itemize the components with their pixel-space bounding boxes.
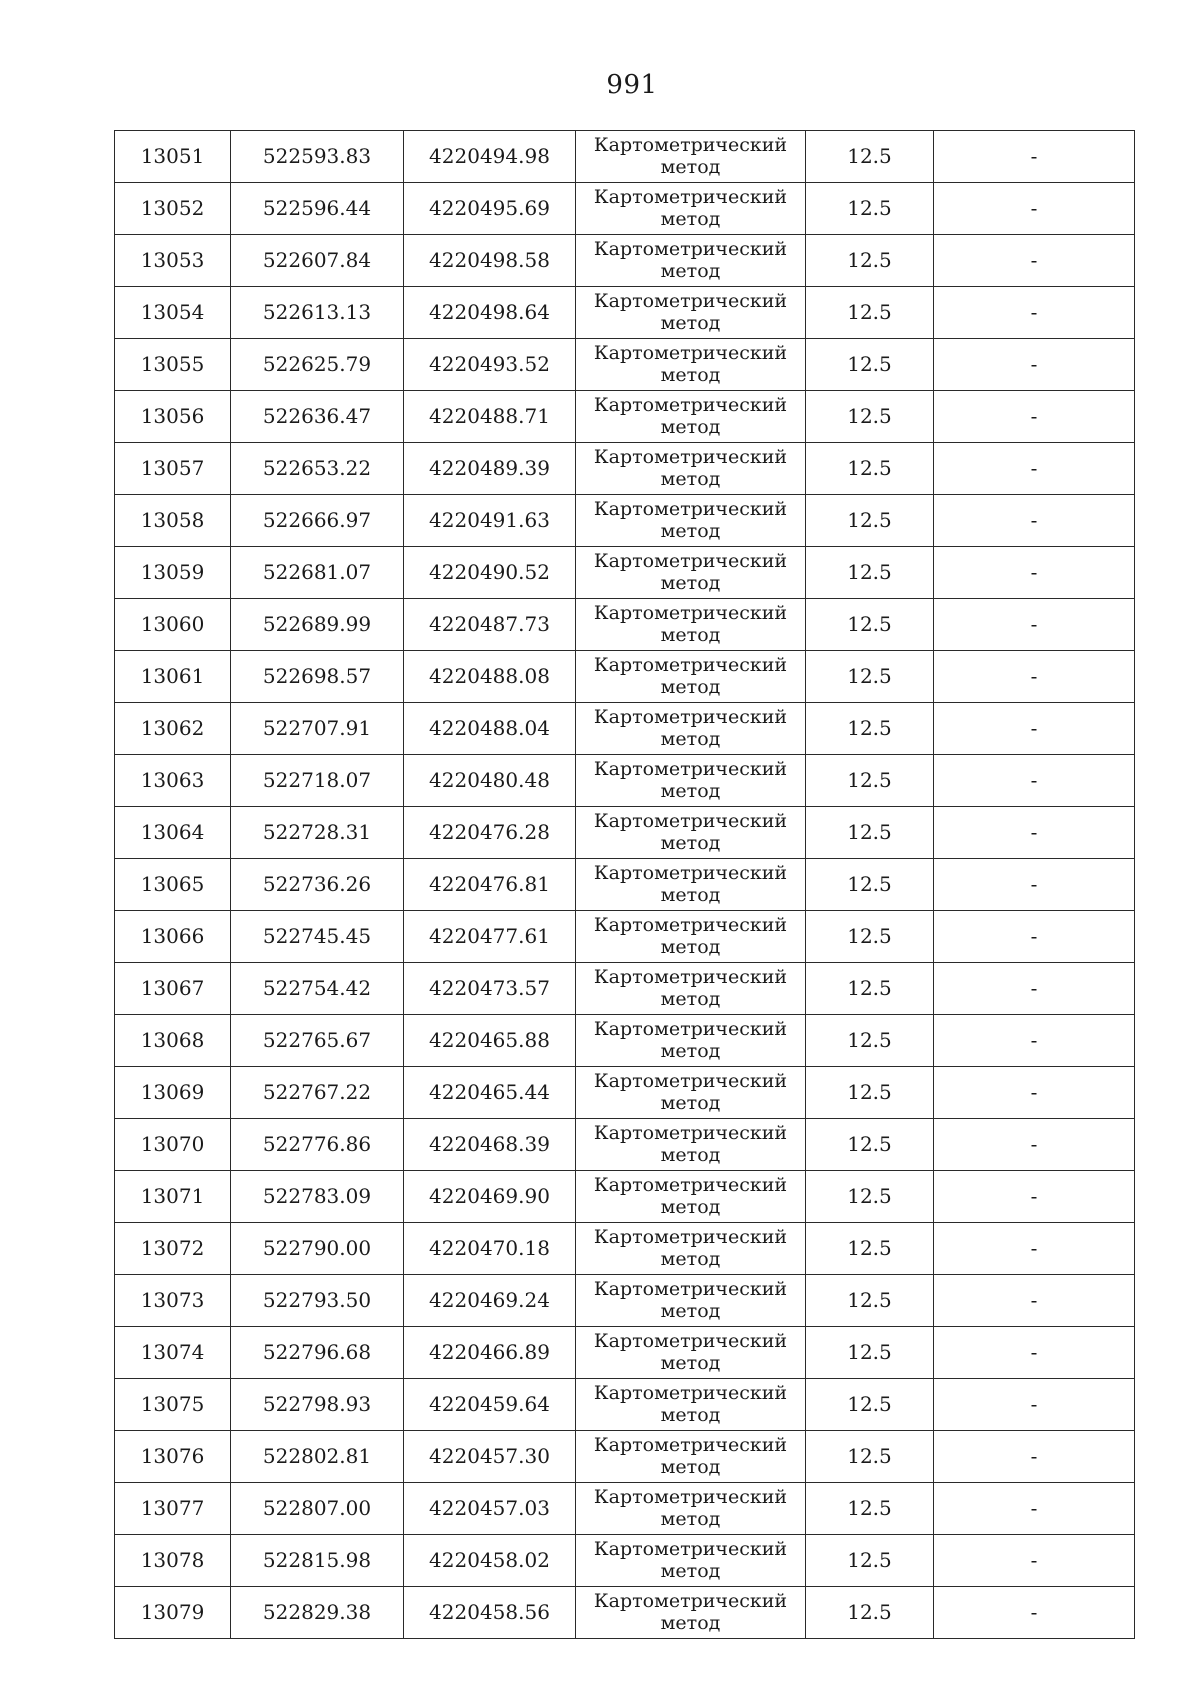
method-line-1: Картометрический — [593, 185, 788, 208]
point-id-cell: 13058 — [115, 495, 231, 547]
point-id-cell: 13063 — [115, 755, 231, 807]
y-coordinate-cell: 4220488.08 — [404, 651, 576, 703]
y-coordinate-cell: 4220477.61 — [404, 911, 576, 963]
method-cell — [576, 443, 806, 495]
method-line-1: Картометрический — [593, 133, 788, 156]
accuracy-cell: 12.5 — [806, 131, 934, 183]
method-cell — [576, 1535, 806, 1587]
table-row — [115, 339, 1135, 391]
point-id-cell: 13059 — [115, 547, 231, 599]
accuracy-cell: 12.5 — [806, 1431, 934, 1483]
y-coordinate-cell: 4220476.81 — [404, 859, 576, 911]
method-line-1: Картометрический — [593, 1173, 788, 1196]
page-number: 991 — [606, 70, 658, 100]
table-row — [115, 1431, 1135, 1483]
accuracy-cell: 12.5 — [806, 1587, 934, 1639]
method-line-1: Картометрический — [593, 1017, 788, 1040]
method-line-1: Картометрический — [593, 1225, 788, 1248]
method-line-2: метод — [660, 1247, 721, 1270]
note-cell: - — [934, 287, 1135, 339]
table-row — [115, 1223, 1135, 1275]
point-id-cell: 13072 — [115, 1223, 231, 1275]
y-coordinate-cell: 4220473.57 — [404, 963, 576, 1015]
note-cell: - — [934, 599, 1135, 651]
method-line-1: Картометрический — [593, 861, 788, 884]
x-coordinate-cell: 522718.07 — [231, 755, 404, 807]
method-line-2: метод — [660, 311, 721, 334]
accuracy-cell: 12.5 — [806, 651, 934, 703]
point-id-cell: 13065 — [115, 859, 231, 911]
method-line-1: Картометрический — [593, 341, 788, 364]
method-cell — [576, 1119, 806, 1171]
point-id-cell: 13053 — [115, 235, 231, 287]
method-line-2: метод — [660, 467, 721, 490]
note-cell: - — [934, 1431, 1135, 1483]
table-row — [115, 651, 1135, 703]
method-cell — [576, 235, 806, 287]
method-cell — [576, 1015, 806, 1067]
method-line-2: метод — [660, 571, 721, 594]
point-id-cell: 13075 — [115, 1379, 231, 1431]
accuracy-cell: 12.5 — [806, 1119, 934, 1171]
method-line-2: метод — [660, 779, 721, 802]
accuracy-cell: 12.5 — [806, 1379, 934, 1431]
point-id-cell: 13073 — [115, 1275, 231, 1327]
accuracy-cell: 12.5 — [806, 755, 934, 807]
method-cell — [576, 391, 806, 443]
note-cell: - — [934, 1587, 1135, 1639]
point-id-cell: 13069 — [115, 1067, 231, 1119]
point-id-cell: 13056 — [115, 391, 231, 443]
method-line-1: Картометрический — [593, 445, 788, 468]
method-line-1: Картометрический — [593, 601, 788, 624]
method-line-1: Картометрический — [593, 1329, 788, 1352]
y-coordinate-cell: 4220465.88 — [404, 1015, 576, 1067]
table-row — [115, 1275, 1135, 1327]
point-id-cell: 13066 — [115, 911, 231, 963]
method-cell — [576, 1327, 806, 1379]
method-cell — [576, 703, 806, 755]
note-cell: - — [934, 1379, 1135, 1431]
method-line-1: Картометрический — [593, 1589, 788, 1612]
accuracy-cell: 12.5 — [806, 1171, 934, 1223]
method-cell — [576, 1379, 806, 1431]
point-id-cell: 13076 — [115, 1431, 231, 1483]
method-cell — [576, 807, 806, 859]
method-cell — [576, 1171, 806, 1223]
method-cell — [576, 1587, 806, 1639]
note-cell: - — [934, 755, 1135, 807]
note-cell: - — [934, 1275, 1135, 1327]
table-body — [115, 131, 1135, 1639]
y-coordinate-cell: 4220491.63 — [404, 495, 576, 547]
table-row — [115, 1587, 1135, 1639]
method-line-2: метод — [660, 1091, 721, 1114]
point-id-cell: 13064 — [115, 807, 231, 859]
x-coordinate-cell: 522666.97 — [231, 495, 404, 547]
method-cell — [576, 1223, 806, 1275]
method-line-1: Картометрический — [593, 549, 788, 572]
note-cell: - — [934, 1535, 1135, 1587]
y-coordinate-cell: 4220465.44 — [404, 1067, 576, 1119]
method-line-2: метод — [660, 883, 721, 906]
y-coordinate-cell: 4220476.28 — [404, 807, 576, 859]
note-cell: - — [934, 1483, 1135, 1535]
table-row — [115, 599, 1135, 651]
method-line-2: метод — [660, 1455, 721, 1478]
x-coordinate-cell: 522607.84 — [231, 235, 404, 287]
point-id-cell: 13052 — [115, 183, 231, 235]
method-line-1: Картометрический — [593, 913, 788, 936]
note-cell: - — [934, 1015, 1135, 1067]
y-coordinate-cell: 4220498.58 — [404, 235, 576, 287]
y-coordinate-cell: 4220459.64 — [404, 1379, 576, 1431]
table-row — [115, 911, 1135, 963]
point-id-cell: 13054 — [115, 287, 231, 339]
note-cell: - — [934, 651, 1135, 703]
method-line-1: Картометрический — [593, 289, 788, 312]
x-coordinate-cell: 522783.09 — [231, 1171, 404, 1223]
accuracy-cell: 12.5 — [806, 1275, 934, 1327]
note-cell: - — [934, 859, 1135, 911]
method-line-2: метод — [660, 727, 721, 750]
x-coordinate-cell: 522776.86 — [231, 1119, 404, 1171]
method-cell — [576, 911, 806, 963]
x-coordinate-cell: 522790.00 — [231, 1223, 404, 1275]
note-cell: - — [934, 807, 1135, 859]
method-line-1: Картометрический — [593, 1485, 788, 1508]
table-row — [115, 391, 1135, 443]
method-line-1: Картометрический — [593, 497, 788, 520]
x-coordinate-cell: 522681.07 — [231, 547, 404, 599]
point-id-cell: 13057 — [115, 443, 231, 495]
method-cell — [576, 547, 806, 599]
table-row — [115, 755, 1135, 807]
accuracy-cell: 12.5 — [806, 859, 934, 911]
method-line-2: метод — [660, 363, 721, 386]
x-coordinate-cell: 522736.26 — [231, 859, 404, 911]
accuracy-cell: 12.5 — [806, 1015, 934, 1067]
accuracy-cell: 12.5 — [806, 807, 934, 859]
method-line-1: Картометрический — [593, 1537, 788, 1560]
accuracy-cell: 12.5 — [806, 235, 934, 287]
note-cell: - — [934, 1327, 1135, 1379]
y-coordinate-cell: 4220469.24 — [404, 1275, 576, 1327]
table-row — [115, 703, 1135, 755]
method-line-1: Картометрический — [593, 1381, 788, 1404]
method-line-2: метод — [660, 675, 721, 698]
table-row — [115, 183, 1135, 235]
method-line-2: метод — [660, 519, 721, 542]
method-cell — [576, 963, 806, 1015]
accuracy-cell: 12.5 — [806, 911, 934, 963]
accuracy-cell: 12.5 — [806, 391, 934, 443]
method-line-1: Картометрический — [593, 393, 788, 416]
accuracy-cell: 12.5 — [806, 703, 934, 755]
method-line-2: метод — [660, 1195, 721, 1218]
method-line-1: Картометрический — [593, 237, 788, 260]
y-coordinate-cell: 4220488.04 — [404, 703, 576, 755]
method-cell — [576, 287, 806, 339]
note-cell: - — [934, 495, 1135, 547]
y-coordinate-cell: 4220489.39 — [404, 443, 576, 495]
x-coordinate-cell: 522653.22 — [231, 443, 404, 495]
note-cell: - — [934, 911, 1135, 963]
note-cell: - — [934, 1067, 1135, 1119]
method-cell — [576, 651, 806, 703]
method-cell — [576, 1275, 806, 1327]
y-coordinate-cell: 4220470.18 — [404, 1223, 576, 1275]
note-cell: - — [934, 183, 1135, 235]
point-id-cell: 13079 — [115, 1587, 231, 1639]
method-line-2: метод — [660, 1351, 721, 1374]
method-cell — [576, 1431, 806, 1483]
y-coordinate-cell: 4220495.69 — [404, 183, 576, 235]
y-coordinate-cell: 4220488.71 — [404, 391, 576, 443]
method-cell — [576, 755, 806, 807]
point-id-cell: 13077 — [115, 1483, 231, 1535]
x-coordinate-cell: 522765.67 — [231, 1015, 404, 1067]
method-cell — [576, 599, 806, 651]
method-cell — [576, 495, 806, 547]
x-coordinate-cell: 522796.68 — [231, 1327, 404, 1379]
x-coordinate-cell: 522802.81 — [231, 1431, 404, 1483]
point-id-cell: 13070 — [115, 1119, 231, 1171]
table-row — [115, 1327, 1135, 1379]
x-coordinate-cell: 522767.22 — [231, 1067, 404, 1119]
accuracy-cell: 12.5 — [806, 495, 934, 547]
accuracy-cell: 12.5 — [806, 1223, 934, 1275]
table-row — [115, 807, 1135, 859]
y-coordinate-cell: 4220458.56 — [404, 1587, 576, 1639]
y-coordinate-cell: 4220466.89 — [404, 1327, 576, 1379]
method-line-2: метод — [660, 1299, 721, 1322]
point-id-cell: 13055 — [115, 339, 231, 391]
table-row — [115, 443, 1135, 495]
x-coordinate-cell: 522625.79 — [231, 339, 404, 391]
method-cell — [576, 339, 806, 391]
method-cell — [576, 1483, 806, 1535]
x-coordinate-cell: 522636.47 — [231, 391, 404, 443]
table-row — [115, 131, 1135, 183]
method-cell — [576, 859, 806, 911]
method-line-1: Картометрический — [593, 965, 788, 988]
x-coordinate-cell: 522593.83 — [231, 131, 404, 183]
method-line-1: Картометрический — [593, 1121, 788, 1144]
table-row — [115, 1379, 1135, 1431]
y-coordinate-cell: 4220490.52 — [404, 547, 576, 599]
method-line-1: Картометрический — [593, 809, 788, 832]
accuracy-cell: 12.5 — [806, 599, 934, 651]
method-line-2: метод — [660, 1559, 721, 1582]
method-line-2: метод — [660, 831, 721, 854]
point-id-cell: 13071 — [115, 1171, 231, 1223]
x-coordinate-cell: 522596.44 — [231, 183, 404, 235]
note-cell: - — [934, 131, 1135, 183]
note-cell: - — [934, 703, 1135, 755]
method-line-2: метод — [660, 1143, 721, 1166]
table-row — [115, 1119, 1135, 1171]
method-line-2: метод — [660, 1507, 721, 1530]
method-cell — [576, 183, 806, 235]
accuracy-cell: 12.5 — [806, 547, 934, 599]
method-line-2: метод — [660, 259, 721, 282]
point-id-cell: 13060 — [115, 599, 231, 651]
x-coordinate-cell: 522793.50 — [231, 1275, 404, 1327]
method-line-2: метод — [660, 623, 721, 646]
method-line-2: метод — [660, 1403, 721, 1426]
accuracy-cell: 12.5 — [806, 1327, 934, 1379]
method-cell — [576, 131, 806, 183]
method-line-2: метод — [660, 987, 721, 1010]
point-id-cell: 13078 — [115, 1535, 231, 1587]
x-coordinate-cell: 522698.57 — [231, 651, 404, 703]
method-line-1: Картометрический — [593, 653, 788, 676]
accuracy-cell: 12.5 — [806, 339, 934, 391]
note-cell: - — [934, 963, 1135, 1015]
point-id-cell: 13074 — [115, 1327, 231, 1379]
x-coordinate-cell: 522754.42 — [231, 963, 404, 1015]
table-row — [115, 235, 1135, 287]
x-coordinate-cell: 522829.38 — [231, 1587, 404, 1639]
y-coordinate-cell: 4220494.98 — [404, 131, 576, 183]
method-line-2: метод — [660, 415, 721, 438]
x-coordinate-cell: 522807.00 — [231, 1483, 404, 1535]
note-cell: - — [934, 1119, 1135, 1171]
x-coordinate-cell: 522815.98 — [231, 1535, 404, 1587]
table-row — [115, 547, 1135, 599]
x-coordinate-cell: 522798.93 — [231, 1379, 404, 1431]
table-row — [115, 859, 1135, 911]
table-row — [115, 1535, 1135, 1587]
method-line-2: метод — [660, 207, 721, 230]
point-id-cell: 13067 — [115, 963, 231, 1015]
accuracy-cell: 12.5 — [806, 183, 934, 235]
point-id-cell: 13068 — [115, 1015, 231, 1067]
note-cell: - — [934, 235, 1135, 287]
table-row — [115, 963, 1135, 1015]
method-line-2: метод — [660, 1039, 721, 1062]
accuracy-cell: 12.5 — [806, 287, 934, 339]
accuracy-cell: 12.5 — [806, 1067, 934, 1119]
table-row — [115, 1171, 1135, 1223]
note-cell: - — [934, 547, 1135, 599]
note-cell: - — [934, 443, 1135, 495]
point-id-cell: 13062 — [115, 703, 231, 755]
y-coordinate-cell: 4220468.39 — [404, 1119, 576, 1171]
table-row — [115, 1015, 1135, 1067]
method-line-1: Картометрический — [593, 1277, 788, 1300]
table-row — [115, 495, 1135, 547]
x-coordinate-cell: 522745.45 — [231, 911, 404, 963]
note-cell: - — [934, 1171, 1135, 1223]
y-coordinate-cell: 4220493.52 — [404, 339, 576, 391]
table-row — [115, 1067, 1135, 1119]
accuracy-cell: 12.5 — [806, 443, 934, 495]
y-coordinate-cell: 4220498.64 — [404, 287, 576, 339]
y-coordinate-cell: 4220469.90 — [404, 1171, 576, 1223]
point-id-cell: 13061 — [115, 651, 231, 703]
x-coordinate-cell: 522707.91 — [231, 703, 404, 755]
note-cell: - — [934, 1223, 1135, 1275]
y-coordinate-cell: 4220487.73 — [404, 599, 576, 651]
y-coordinate-cell: 4220457.03 — [404, 1483, 576, 1535]
method-line-2: метод — [660, 155, 721, 178]
method-line-2: метод — [660, 935, 721, 958]
x-coordinate-cell: 522728.31 — [231, 807, 404, 859]
accuracy-cell: 12.5 — [806, 1483, 934, 1535]
y-coordinate-cell: 4220458.02 — [404, 1535, 576, 1587]
accuracy-cell: 12.5 — [806, 963, 934, 1015]
x-coordinate-cell: 522689.99 — [231, 599, 404, 651]
x-coordinate-cell: 522613.13 — [231, 287, 404, 339]
note-cell: - — [934, 339, 1135, 391]
method-line-1: Картометрический — [593, 1069, 788, 1092]
table-row — [115, 1483, 1135, 1535]
table-row — [115, 287, 1135, 339]
y-coordinate-cell: 4220480.48 — [404, 755, 576, 807]
coordinates-table — [114, 130, 1135, 1639]
point-id-cell: 13051 — [115, 131, 231, 183]
y-coordinate-cell: 4220457.30 — [404, 1431, 576, 1483]
method-line-2: метод — [660, 1611, 721, 1634]
method-line-1: Картометрический — [593, 1433, 788, 1456]
accuracy-cell: 12.5 — [806, 1535, 934, 1587]
method-cell — [576, 1067, 806, 1119]
method-line-1: Картометрический — [593, 705, 788, 728]
method-line-1: Картометрический — [593, 757, 788, 780]
note-cell: - — [934, 391, 1135, 443]
